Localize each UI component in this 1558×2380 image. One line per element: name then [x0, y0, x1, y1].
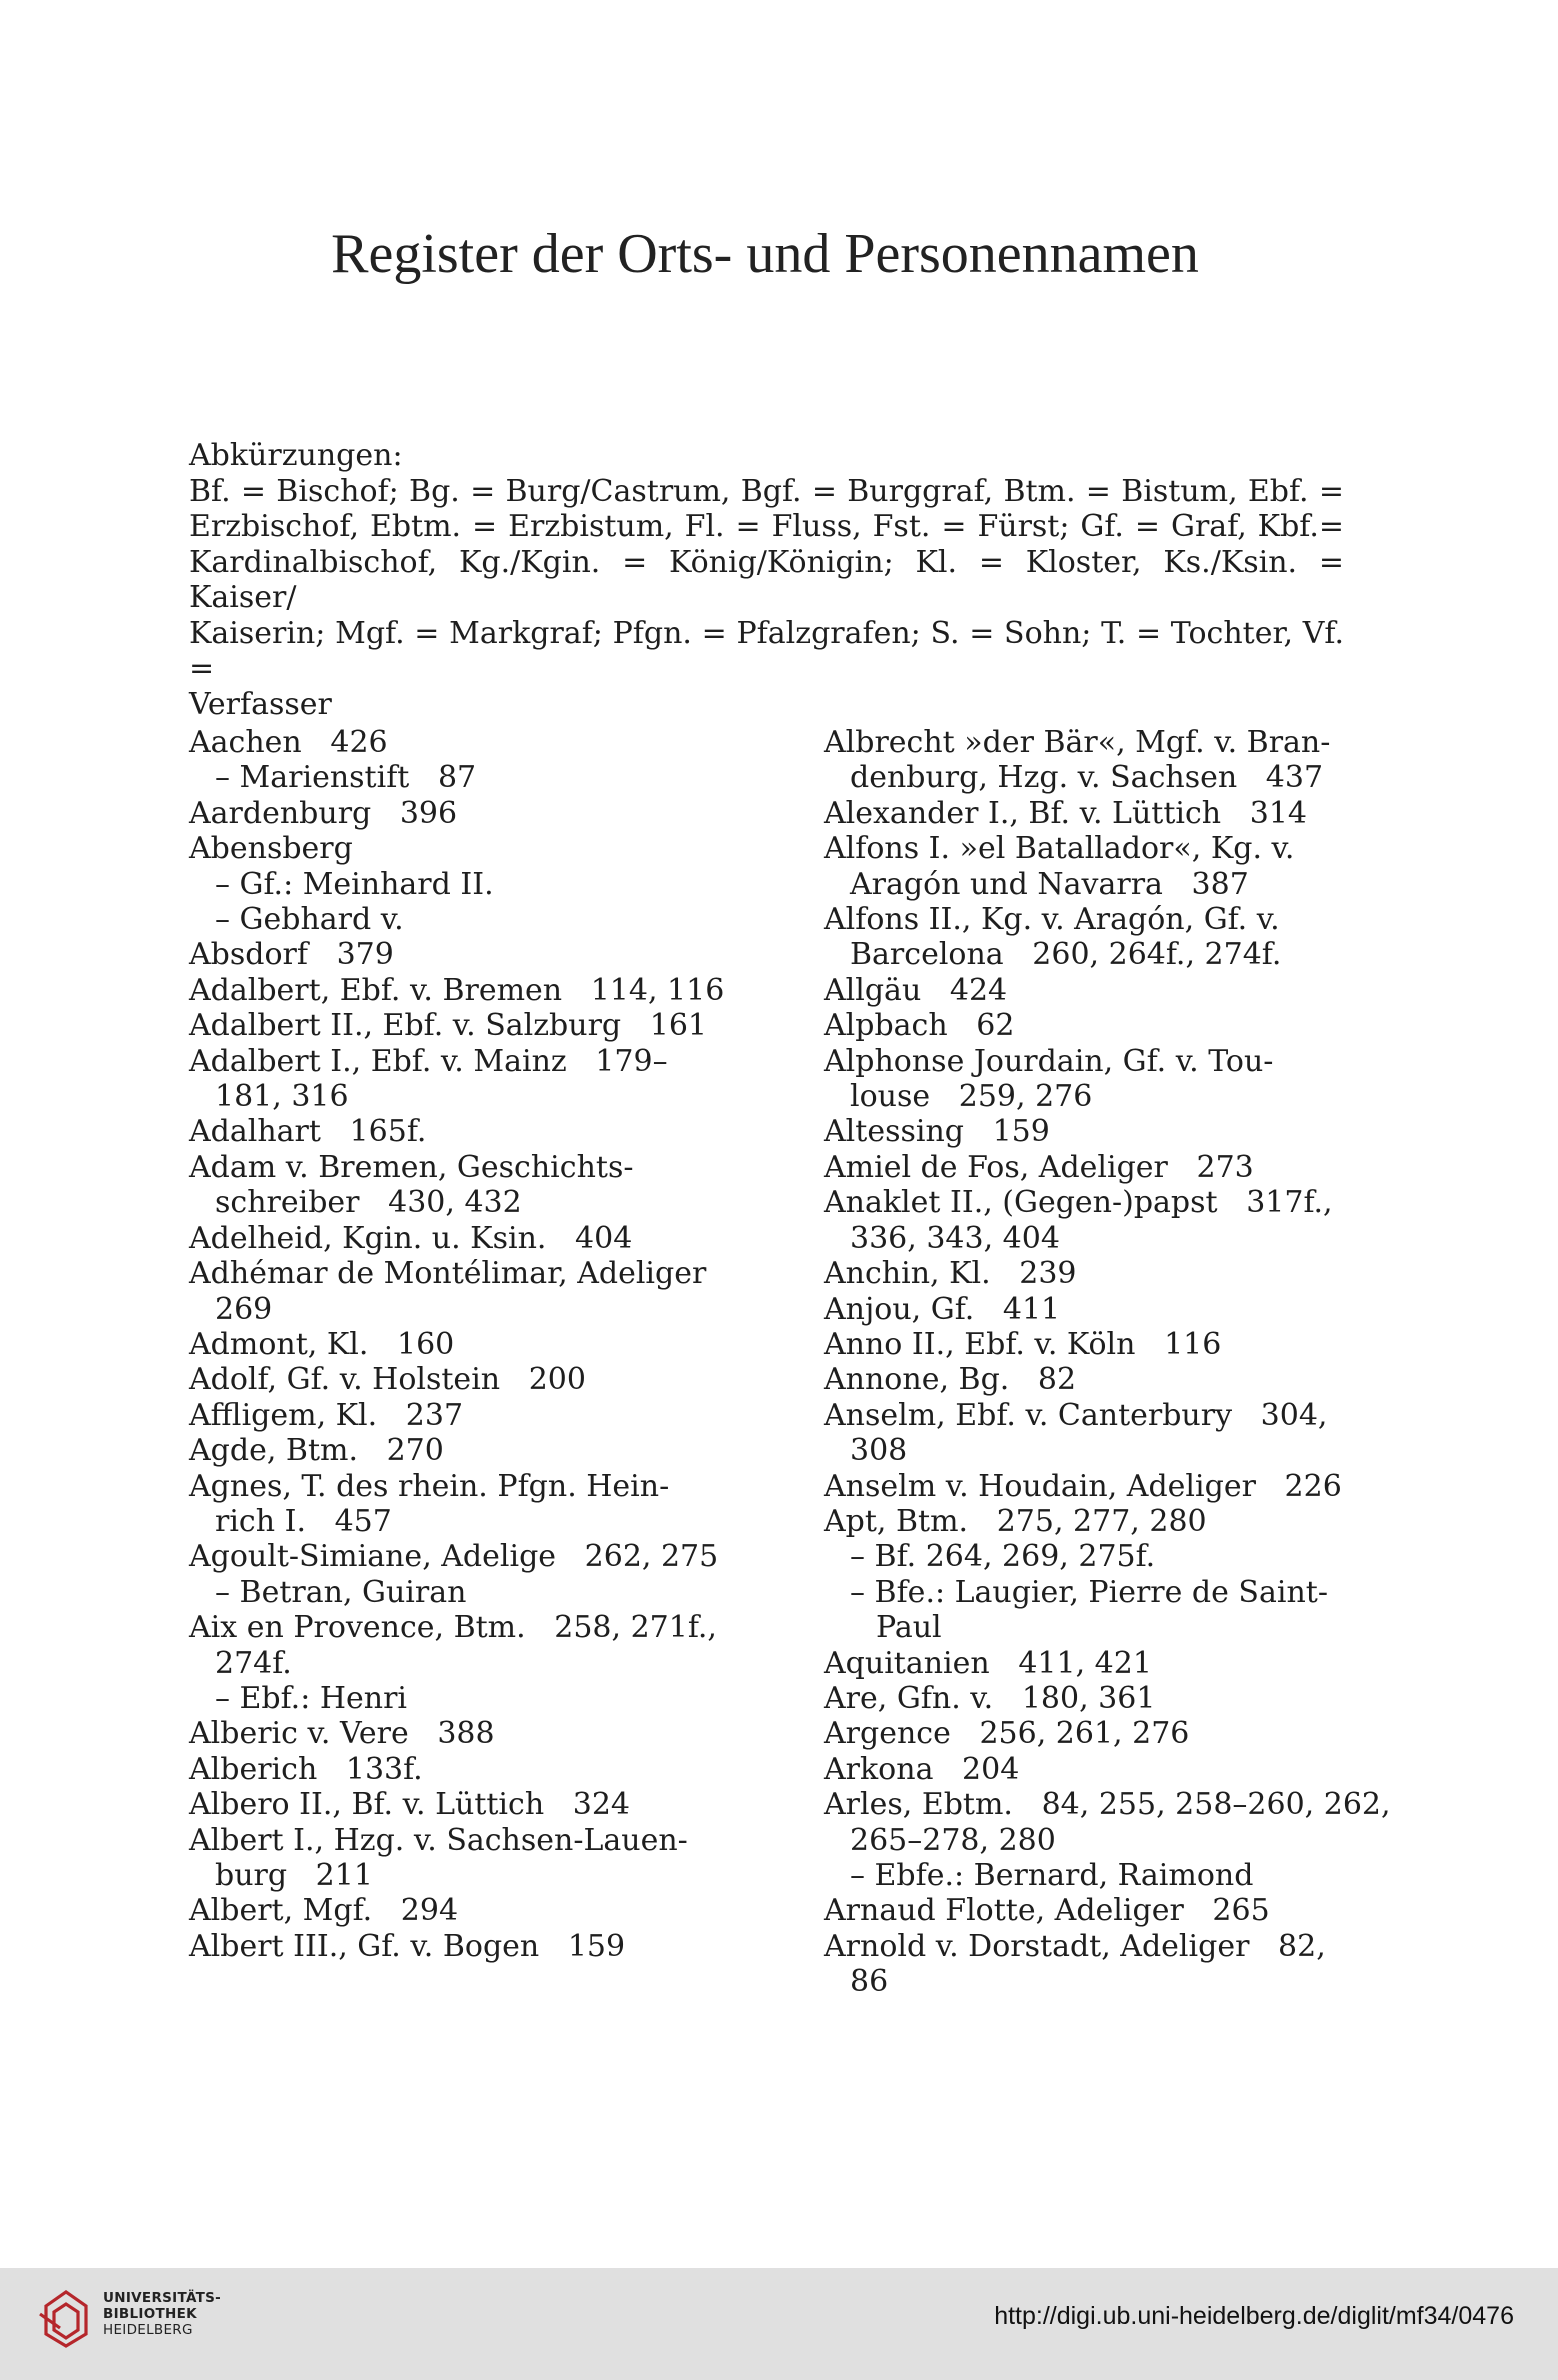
index-entry-text: Albert I., Hzg. v. Sachsen-Lauen- [189, 1822, 688, 1858]
index-entry [189, 1256, 749, 1327]
index-entry-continuation: burg 211 [215, 1858, 373, 1893]
index-entry [824, 1044, 1384, 1115]
index-entry [189, 937, 749, 972]
library-name-line: UNIVERSITÄTS- [103, 2290, 222, 2306]
index-entry [189, 1398, 749, 1433]
index-entry-text: Altessing 159 [824, 1114, 1050, 1150]
index-subentry [824, 1539, 1384, 1574]
index-entry [189, 1610, 749, 1681]
index-entry-text: Allgäu 424 [824, 972, 1008, 1008]
index-entry [189, 1539, 749, 1574]
index-entry [824, 1292, 1384, 1327]
index-entry-continuation: 274f. [215, 1645, 292, 1681]
index-entry [189, 1929, 749, 1964]
index-entry-text: Argence 256, 261, 276 [824, 1716, 1190, 1752]
index-entry-text: Adalbert I., Ebf. v. Mainz 179– [189, 1043, 668, 1079]
index-entry-text: Albrecht »der Bär«, Mgf. v. Bran- [824, 725, 1331, 760]
index-entry-text: Arles, Ebtm. 84, 255, 258–260, 262, [824, 1787, 1391, 1823]
index-entry-text: Alphonse Jourdain, Gf. v. Tou- [824, 1043, 1274, 1079]
abbreviations-heading: Abkürzungen: [189, 438, 403, 473]
index-entry-text: Aachen 426 [189, 725, 388, 760]
index-entry [824, 796, 1384, 831]
index-entry-text: Alfons I. »el Batallador«, Kg. v. [824, 831, 1295, 867]
index-entry-text: Affligem, Kl. 237 [189, 1397, 464, 1433]
index-entry-text: – Bf. 264, 269, 275f. [850, 1539, 1156, 1575]
abbreviations-line: Erzbischof, Ebtm. = Erzbistum, Fl. = Fluss, Fst. = Fürst; Gf. = Graf, Kbf.= [189, 509, 1344, 544]
index-entry-text: Arnold v. Dorstadt, Adeliger 82, [824, 1928, 1326, 1964]
index-entry [824, 1929, 1384, 2000]
index-entry-text: – Gebhard v. [215, 902, 404, 938]
index-entry [824, 1787, 1391, 1858]
index-subentry [189, 760, 749, 795]
index-entry-text: Adalbert, Ebf. v. Bremen 114, 116 [189, 972, 725, 1008]
index-entry-text: Adolf, Gf. v. Holstein 200 [189, 1362, 586, 1398]
index-entry [189, 1008, 749, 1043]
index-entry [824, 831, 1384, 902]
index-entry [824, 1398, 1384, 1469]
index-entry-continuation: 308 [850, 1433, 908, 1469]
index-entry-text: Aix en Provence, Btm. 258, 271f., [189, 1610, 717, 1646]
index-entry-text: Arnaud Flotte, Adeliger 265 [824, 1893, 1270, 1929]
index-column-right [824, 725, 1391, 2000]
abbreviations-line: Kardinalbischof, Kg./Kgin. = König/Königin; Kl. = Kloster, Ks./Ksin. = Kaiser/ [189, 544, 1344, 615]
index-entry [189, 1893, 749, 1928]
index-entry [824, 1893, 1384, 1928]
index-entry [824, 1256, 1384, 1291]
index-entry-text: Are, Gfn. v. 180, 361 [824, 1680, 1156, 1716]
abbreviations-line: Kaiserin; Mgf. = Markgraf; Pfgn. = Pfalzgrafen; S. = Sohn; T. = Tochter, Vf. = [189, 615, 1344, 686]
index-entry [824, 1646, 1384, 1681]
index-entry-text: Amiel de Fos, Adeliger 273 [824, 1149, 1254, 1185]
index-column-left [189, 725, 749, 1964]
index-entry-text: Anchin, Kl. 239 [824, 1256, 1077, 1292]
index-entry-text: Albert III., Gf. v. Bogen 159 [189, 1928, 626, 1964]
index-entry [189, 725, 749, 760]
index-entry [189, 1327, 749, 1362]
index-entry [824, 1327, 1384, 1362]
index-entry [189, 1362, 749, 1397]
index-entry [189, 1114, 749, 1149]
index-entry-text: Albert, Mgf. 294 [189, 1893, 459, 1929]
abbreviations-line: Verfasser [189, 686, 332, 722]
index-entry [824, 1114, 1384, 1149]
index-entry [189, 831, 749, 866]
source-url-link[interactable]: http://digi.ub.uni-heidelberg.de/diglit/mf34/0476 [994, 2302, 1514, 2330]
index-entry-text: – Ebfe.: Bernard, Raimond [850, 1858, 1254, 1893]
index-entry-continuation: 181, 316 [215, 1079, 349, 1115]
index-entry-continuation: Barcelona 260, 264f., 274f. [850, 937, 1282, 973]
index-entry-text: Adelheid, Kgin. u. Ksin. 404 [189, 1220, 633, 1256]
index-entry-text: – Ebf.: Henri [215, 1680, 408, 1716]
index-entry-continuation: denburg, Hzg. v. Sachsen 437 [850, 760, 1324, 796]
index-entry-text: – Bfe.: Laugier, Pierre de Saint- [850, 1574, 1328, 1610]
index-entry-text: Agde, Btm. 270 [189, 1433, 444, 1469]
index-entry-text: Alexander I., Bf. v. Lüttich 314 [824, 795, 1307, 831]
index-entry-text: Anno II., Ebf. v. Köln 116 [824, 1326, 1222, 1362]
index-entry-text: – Gf.: Meinhard II. [215, 866, 494, 902]
footer-bar [0, 2268, 1558, 2380]
index-entry-continuation: 86 [850, 1964, 889, 2000]
index-entry-text: Adalhart 165f. [189, 1114, 427, 1150]
index-entry [824, 973, 1384, 1008]
index-entry-text: Arkona 204 [824, 1751, 1020, 1787]
index-entry [189, 1221, 749, 1256]
library-logo-icon [38, 2284, 94, 2348]
index-entry-text: Aardenburg 396 [189, 795, 458, 831]
index-entry [189, 796, 749, 831]
index-entry [824, 1150, 1384, 1185]
index-entry-continuation: rich I. 457 [215, 1503, 392, 1539]
index-entry [189, 1752, 749, 1787]
abbreviations-block [189, 438, 1344, 722]
index-entry-continuation: schreiber 430, 432 [215, 1185, 522, 1221]
index-entry-text: Alfons II., Kg. v. Aragón, Gf. v. [824, 902, 1280, 938]
library-name-line: BIBLIOTHEK [103, 2306, 197, 2322]
index-entry-text: Aquitanien 411, 421 [824, 1645, 1152, 1681]
index-entry [824, 902, 1384, 973]
index-subentry [824, 1575, 1384, 1646]
index-subentry [824, 1858, 1384, 1893]
index-entry-text: Abensberg [189, 831, 353, 867]
index-entry-continuation: Paul [876, 1610, 942, 1646]
index-entry-text: Agoult-Simiane, Adelige 262, 275 [189, 1539, 719, 1575]
index-entry-text: Alberich 133f. [189, 1751, 423, 1787]
index-entry-text: Alpbach 62 [824, 1008, 1015, 1044]
page-title: Register der Orts- und Personennamen [331, 223, 1199, 285]
index-entry-text: Absdorf 379 [189, 937, 394, 973]
index-entry-text: Anjou, Gf. 411 [824, 1291, 1061, 1327]
index-entry-text: Adalbert II., Ebf. v. Salzburg 161 [189, 1008, 707, 1044]
index-entry-continuation: 265–278, 280 [850, 1822, 1056, 1858]
index-entry [824, 1716, 1384, 1751]
index-entry-continuation: louse 259, 276 [850, 1079, 1093, 1115]
index-entry-text: Albero II., Bf. v. Lüttich 324 [189, 1787, 631, 1823]
index-entry-continuation: 269 [215, 1291, 273, 1327]
index-entry-text: Alberic v. Vere 388 [189, 1716, 495, 1752]
index-entry [824, 1008, 1384, 1043]
index-entry-text: Admont, Kl. 160 [189, 1326, 455, 1362]
index-entry [189, 1150, 749, 1221]
index-entry-text: – Marienstift 87 [215, 760, 477, 796]
index-entry [824, 1362, 1384, 1397]
index-entry [824, 1681, 1384, 1716]
index-entry [824, 1469, 1384, 1504]
index-entry [824, 725, 1384, 796]
index-entry [824, 1504, 1384, 1539]
library-name [103, 2290, 221, 2338]
index-entry [189, 1716, 749, 1751]
index-entry-text: Annone, Bg. 82 [824, 1362, 1077, 1398]
index-subentry [189, 1575, 749, 1610]
index-entry-continuation: 336, 343, 404 [850, 1220, 1060, 1256]
index-entry-text: Anselm v. Houdain, Adeliger 226 [824, 1468, 1342, 1504]
index-entry-text: Anaklet II., (Gegen-)papst 317f., [824, 1185, 1333, 1221]
index-entry-text: – Betran, Guiran [215, 1574, 467, 1610]
index-subentry [189, 902, 749, 937]
index-entry [189, 973, 749, 1008]
index-entry-text: Adhémar de Montélimar, Adeliger [189, 1256, 707, 1292]
index-subentry [189, 1681, 749, 1716]
index-entry [189, 1044, 749, 1115]
index-entry-continuation: Aragón und Navarra 387 [850, 866, 1249, 902]
index-entry-text: Agnes, T. des rhein. Pfgn. Hein- [189, 1468, 670, 1504]
library-name-line: HEIDELBERG [103, 2322, 193, 2338]
index-entry [189, 1433, 749, 1468]
index-subentry [189, 867, 749, 902]
abbreviations-line: Bf. = Bischof; Bg. = Burg/Castrum, Bgf. = Burggraf, Btm. = Bistum, Ebf. = [189, 473, 1344, 509]
index-entry [824, 1752, 1384, 1787]
index-entry [189, 1469, 749, 1540]
index-entry [189, 1787, 749, 1822]
index-entry [824, 1185, 1384, 1256]
index-entry-text: Anselm, Ebf. v. Canterbury 304, [824, 1397, 1328, 1433]
index-entry-text: Adam v. Bremen, Geschichts- [189, 1149, 634, 1185]
index-entry-text: Apt, Btm. 275, 277, 280 [824, 1503, 1207, 1539]
index-entry [189, 1823, 749, 1894]
